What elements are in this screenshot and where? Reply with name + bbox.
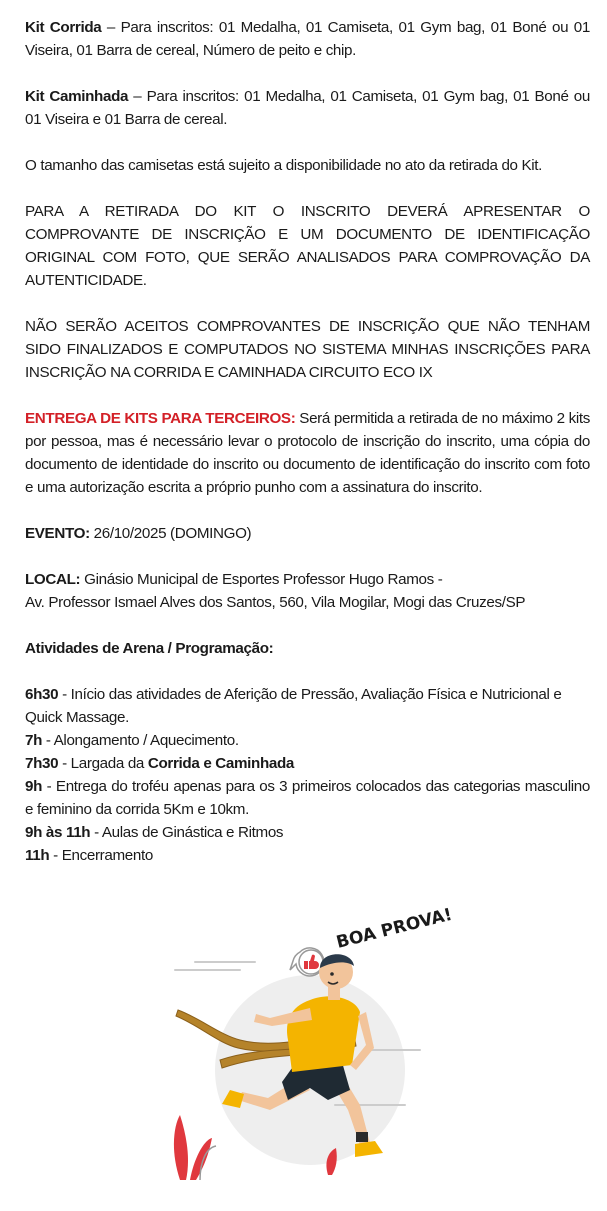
evento-line <box>25 522 590 545</box>
schedule-item <box>25 729 590 752</box>
schedule-time: 9h <box>25 778 43 795</box>
schedule-item <box>25 844 590 867</box>
schedule-item <box>25 683 590 729</box>
schedule-text: - Largada da <box>58 755 148 772</box>
local-address: Av. Professor Ismael Alves dos Santos, 560, Vila Mogilar, Mogi das Cruzes/SP <box>25 594 526 611</box>
kit-corrida-label: Kit Corrida <box>25 19 102 36</box>
schedule-time: 9h às 11h <box>25 824 91 841</box>
schedule-time: 7h30 <box>25 755 59 772</box>
evento-label: EVENTO: <box>25 525 90 542</box>
thumbs-up-icon <box>290 948 324 976</box>
runner-illustration <box>160 900 460 1190</box>
schedule-text: - Entrega do troféu apenas para os 3 primeiros colocados das categorias masculino e feminino da corrida 5Km e 10km. <box>25 778 590 818</box>
local-line1: Ginásio Municipal de Esportes Professor Hugo Ramos - <box>80 571 443 588</box>
schedule-item <box>25 752 590 775</box>
local-label: LOCAL: <box>25 571 81 588</box>
terceiros-text: Será permitida a retirada de no máximo 2 kits por pessoa, mas é necessário levar o protocolo de inscrição do inscrito, uma cópia do documento de identidade do inscrito ou documento de identificação do inscrito com foto e uma autorização escrita a próprio punho com a assinatura do inscrito. <box>25 410 590 496</box>
schedule-time: 11h <box>25 847 50 864</box>
schedule-text: - Aulas de Ginástica e Ritmos <box>90 824 284 841</box>
shirt-size-note: O tamanho das camisetas está sujeito a disponibilidade no ato da retirada do Kit. <box>25 157 543 174</box>
schedule-time: 6h30 <box>25 686 59 703</box>
schedule-time: 7h <box>25 732 43 749</box>
terceiros-paragraph <box>25 407 590 499</box>
terceiros-label: ENTREGA DE KITS PARA TERCEIROS: <box>25 410 296 427</box>
atividades-heading: Atividades de Arena / Programação: <box>25 640 274 657</box>
schedule-text: - Início das atividades de Aferição de Pressão, Avaliação Física e Nutricional e Quick Massage. <box>25 686 562 726</box>
local-line <box>25 568 590 591</box>
retirada-note: PARA A RETIRADA DO KIT O INSCRITO DEVERÁ APRESENTAR O COMPROVANTE DE INSCRIÇÃO E UM DOCUMENTO DE IDENTIFICAÇÃO ORIGINAL COM FOTO, QUE SERÃO ANALISADOS PARA COMPROVAÇÃO DA AUTENTICIDADE. <box>25 203 590 289</box>
kit-caminhada-label: Kit Caminhada <box>25 88 129 105</box>
kit-caminhada-paragraph <box>25 85 590 131</box>
kit-corrida-paragraph <box>25 16 590 62</box>
kit-caminhada-text: – Para inscritos: 01 Medalha, 01 Camiseta, 01 Gym bag, 01 Boné ou 01 Viseira e 01 Barra de cereal. <box>25 88 590 128</box>
schedule-item <box>25 775 590 821</box>
boa-prova-text: BOA PROVA! <box>334 904 455 953</box>
kit-corrida-text: – Para inscritos: 01 Medalha, 01 Camiseta, 01 Gym bag, 01 Boné ou 01 Viseira, 01 Barra de cereal, Número de peito e chip. <box>25 19 590 59</box>
schedule-text: - Encerramento <box>49 847 153 864</box>
aceitos-note: NÃO SERÃO ACEITOS COMPROVANTES DE INSCRIÇÃO QUE NÃO TENHAM SIDO FINALIZADOS E COMPUTADOS NO SISTEMA MINHAS INSCRIÇÕES PARA INSCRIÇÃO NA CORRIDA E CAMINHADA CIRCUITO ECO IX <box>25 318 590 381</box>
schedule-bold-suffix: Corrida e Caminhada <box>147 755 294 772</box>
schedule-text: - Alongamento / Aquecimento. <box>42 732 239 749</box>
schedule-item <box>25 821 590 844</box>
kit-info-content <box>25 16 590 867</box>
evento-value: 26/10/2025 (DOMINGO) <box>89 525 252 542</box>
